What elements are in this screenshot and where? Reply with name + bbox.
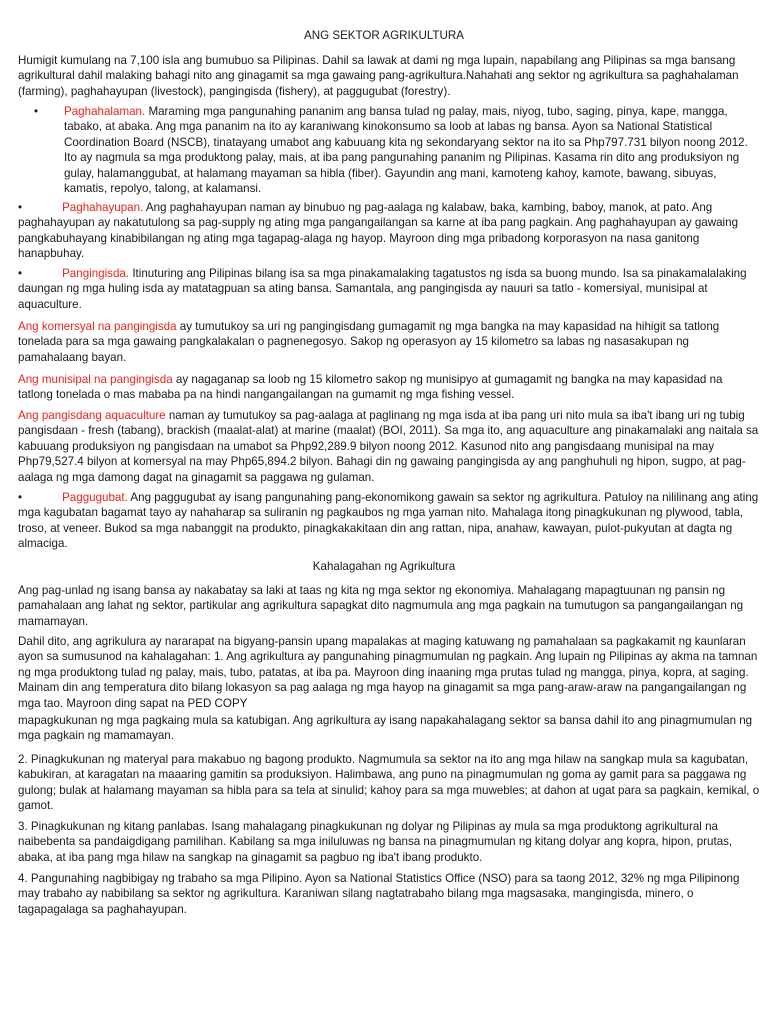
- aquaculture-paragraph: [18, 408, 760, 485]
- paghahayupan-text: Ang paghahayupan naman ay binubuo ng pag-aalaga ng kalabaw, baka, kambing, baboy, manok, at pato. Ang paghahayupan ay nakatutulong sa pag-supply ng ating mga pangangailangan sa karne at iba pang pagkain. Ang paghahayupan ay gawaing pangkabuhayang kinabibilangan ng ating mga tagapag-alaga ng hayop. Mayroon ding mga pribadong korporasyon na nasa ganitong hanapbuhay.: [18, 201, 739, 261]
- pangingisda-text: Itinuturing ang Pilipinas bilang isa sa mga pinakamalaking tagatustos ng isda sa buong mundo. Isa sa pinakamalalaking daungan ng mga huling isda ay matatagpuan sa ating bansa. Samantala, ang pangingisda ay nauuri sa tatlo - komersiyal, munisipal at aquaculture.: [18, 267, 747, 311]
- aquaculture-term: Ang pangisdang aquaculture: [18, 409, 166, 422]
- pangingisda-term: Pangingisda.: [62, 267, 130, 280]
- bullet-icon: •: [34, 105, 39, 118]
- paggugubat-term: Paggugubat.: [62, 491, 128, 504]
- komersyal-text: ay tumutukoy sa uri ng pangingisdang gumagamit ng mga bangka na may kapasidad na hihigit sa tatlong tonelada para sa mga gawaing pangkalakalan o pagnenegosyo. Sakop ng operasyon ay 15 kilometro sa labas ng nasasakupan ng pamahalaang bayan.: [18, 320, 720, 364]
- bullet-icon: •: [18, 267, 23, 280]
- intro-paragraph: Humigit kumulang na 7,100 isla ang bumubuo sa Pilipinas. Dahil sa lawak at dami ng mga lupain, napabilang ang Pilipinas sa mga bansang agrikultural dahil malaking bahagi nito ang ginagamit sa mga gawaing pang-agrikultura.Nahahati ang sektor ng agrikultura sa paghahalaman (farming), paghahayupan (livestock), pangingisda (fishery), at paggugubat (forestry).: [18, 54, 739, 98]
- komersyal-term: Ang komersyal na pangingisda: [18, 320, 177, 333]
- paghahayupan-term: Paghahayupan.: [62, 201, 144, 214]
- bullet-icon: •: [18, 201, 23, 214]
- munisipal-text: ay nagaganap sa loob ng 15 kilometro sakop ng munisipyo at gumagamit ng bangka na may kapasidad na tatlong tonelada o mas mababa pa na hindi nangangailangan na gumamit ng mga fishing vessel.: [18, 373, 723, 402]
- importance-paragraph: 4. Pangunahing nagbibigay ng trabaho sa mga Pilipino. Ayon sa National Statistics Office (NSO) para sa taong 2012, 32% ng mga Pilipinong may trabaho ay nabibilang sa sektor ng agrikultura. Karaniwan silang nagtatrabaho bilang mga magsasaka, mangingisda, minero, o tagapagalaga sa paghahayupan.: [18, 872, 740, 916]
- importance-paragraph: Dahil dito, ang agrikulura ay nararapat na bigyang-pansin upang mapalakas at maging katuwang ng pamahalaan sa pagkakamit ng kaunlaran ayon sa sumusunod na kahalagahan: 1. Ang agrikultura ay pangunahing pinagmumulan ng pagkain. Ang lupain ng Pilipinas ay akma na tamnan ng mga produktong tulad ng palay, mais, tubo, patatas, at iba pa. Mayroon ding inaaning mga prutas tulad ng mangga, pinya, kopra, at saging. Mainam din ang temperatura dito bilang lokasyon sa pag aalaga ng mga hayop na ginagamit sa mga pang-araw-araw na pangangailangan ng mga tao. Mayroon ding sapat na PED COPY: [18, 635, 758, 710]
- document-title: ANG SEKTOR AGRIKULTURA: [304, 29, 464, 42]
- importance-paragraph: mapagkukunan ng mga pagkaing mula sa katubigan. Ang agrikultura ay isang napakahalagang sektor sa bansa dahil ito ang pinagmumulan ng mga pagkain ng mamamayan.: [18, 714, 753, 743]
- importance-paragraph: Ang pag-unlad ng isang bansa ay nakabatay sa laki at taas ng kita ng mga sektor ng ekonomiya. Mahalagang mapagtuunan ng pansin ng pamahalaan ang lahat ng sektor, partikular ang agrikultura sapagkat dito nagmumula ang mga pagkain na tumutugon sa pangangailangan ng mamamayan.: [18, 584, 744, 628]
- paggugubat-item: [18, 490, 760, 552]
- aquaculture-text: naman ay tumutukoy sa pag-aalaga at paglinang ng mga isda at iba pang uri nito mula sa iba't ibang uri ng tubig pangisdaan - fresh (tabang), brackish (maalat-alat) at marine (maalat) (BOI, 2011). Sa mga ito, ang aquaculture ang pinakamalaki ang naitala sa kabuuang produksiyon ng pangisdaan na umabot sa Php92,289.9 bilyon noong 2012. Kasunod nito ang pangisdaang munisipal na may Php79,527.4 bilyon at komersyal na may Php65,894.2 bilyon. Bahagi din ng gawaing pangingisda ay ang panghuhuli ng hipon, sugpo, at pag-aalaga ng mga damong dagat na ginagamit sa paggawa ng gulaman.: [18, 409, 759, 484]
- importance-paragraph: 3. Pinagkukunan ng kitang panlabas. Isang mahalagang pinagkukunan ng dolyar ng Pilipinas ay mula sa mga produktong agrikultural na naibebenta sa pandaigdigang pamilihan. Kabilang sa mga iniluluwas ng bansa na pinagmumulan ng kitang dolyar ang kopra, hipon, prutas, abaka, at iba pang mga hilaw na sangkap na ginagamit sa pagbuo ng iba't ibang produkto.: [18, 820, 733, 864]
- paghahayupan-item: [18, 200, 760, 262]
- munisipal-paragraph: [18, 372, 760, 403]
- munisipal-term: Ang munisipal na pangingisda: [18, 373, 173, 386]
- paghahalaman-term: Paghahalaman.: [64, 105, 146, 118]
- komersyal-paragraph: [18, 319, 760, 365]
- paggugubat-text: Ang paggugubat ay isang pangunahing pang-ekonomikong gawain sa sektor ng agrikultura. Patuloy na nililinang ang ating mga kagubatan bagamat tayo ay nahaharap sa suliranin ng pagkaubos ng mga yaman nito. Mahalaga itong pinagkukunan ng plywood, tabla, troso, at veneer. Bukod sa mga nabanggit na produkto, pinagkakakitaan din ang rattan, nipa, anahaw, kawayan, pulot-pukyutan at dagta ng almaciga.: [18, 491, 759, 551]
- pangingisda-item: [18, 266, 760, 312]
- paghahalaman-text: Maraming mga pangunahing pananim ang bansa tulad ng palay, mais, niyog, tubo, saging, pinya, kape, mangga, tabako, at abaka. Ang mga pananim na ito ay karaniwang kinokonsumo sa loob at labas ng bansa. Ayon sa National Statistical Coordination Board (NSCB), tinatayang umabot ang kabuuang kita ng sekondaryang sektor na ito sa Php797.731 bilyon noong 2012. Ito ay nagmula sa mga produktong palay, mais, at iba pang pangunahing pananim ng Pilipinas. Kasama rin dito ang produksiyon ng gulay, halamanggubat, at halamang mayaman sa hibla (fiber). Gayundin ang mani, kamoteng kahoy, kamote, bawang, sibuyas, kamatis, repolyo, talong, at kalamansi.: [64, 105, 748, 196]
- section-subtitle: Kahalagahan ng Agrikultura: [312, 560, 456, 573]
- importance-paragraph: 2. Pinagkukunan ng materyal para makabuo ng bagong produkto. Nagmumula sa sektor na ito ang mga hilaw na sangkap mula sa kagubatan, kabukiran, at karagatan na maaaring gamitin sa produksiyon. Halimbawa, ang puno na pinagmumulan ng goma ay gamit para sa paggawa ng gulong; bulak at halamang mayaman sa hibla para sa tela at sinulid; kahoy para sa mga muwebles; at dahon at ugat para sa pagkain, kemikal, o gamot.: [18, 753, 760, 813]
- bullet-icon: •: [18, 491, 23, 504]
- paghahalaman-item: [34, 104, 760, 196]
